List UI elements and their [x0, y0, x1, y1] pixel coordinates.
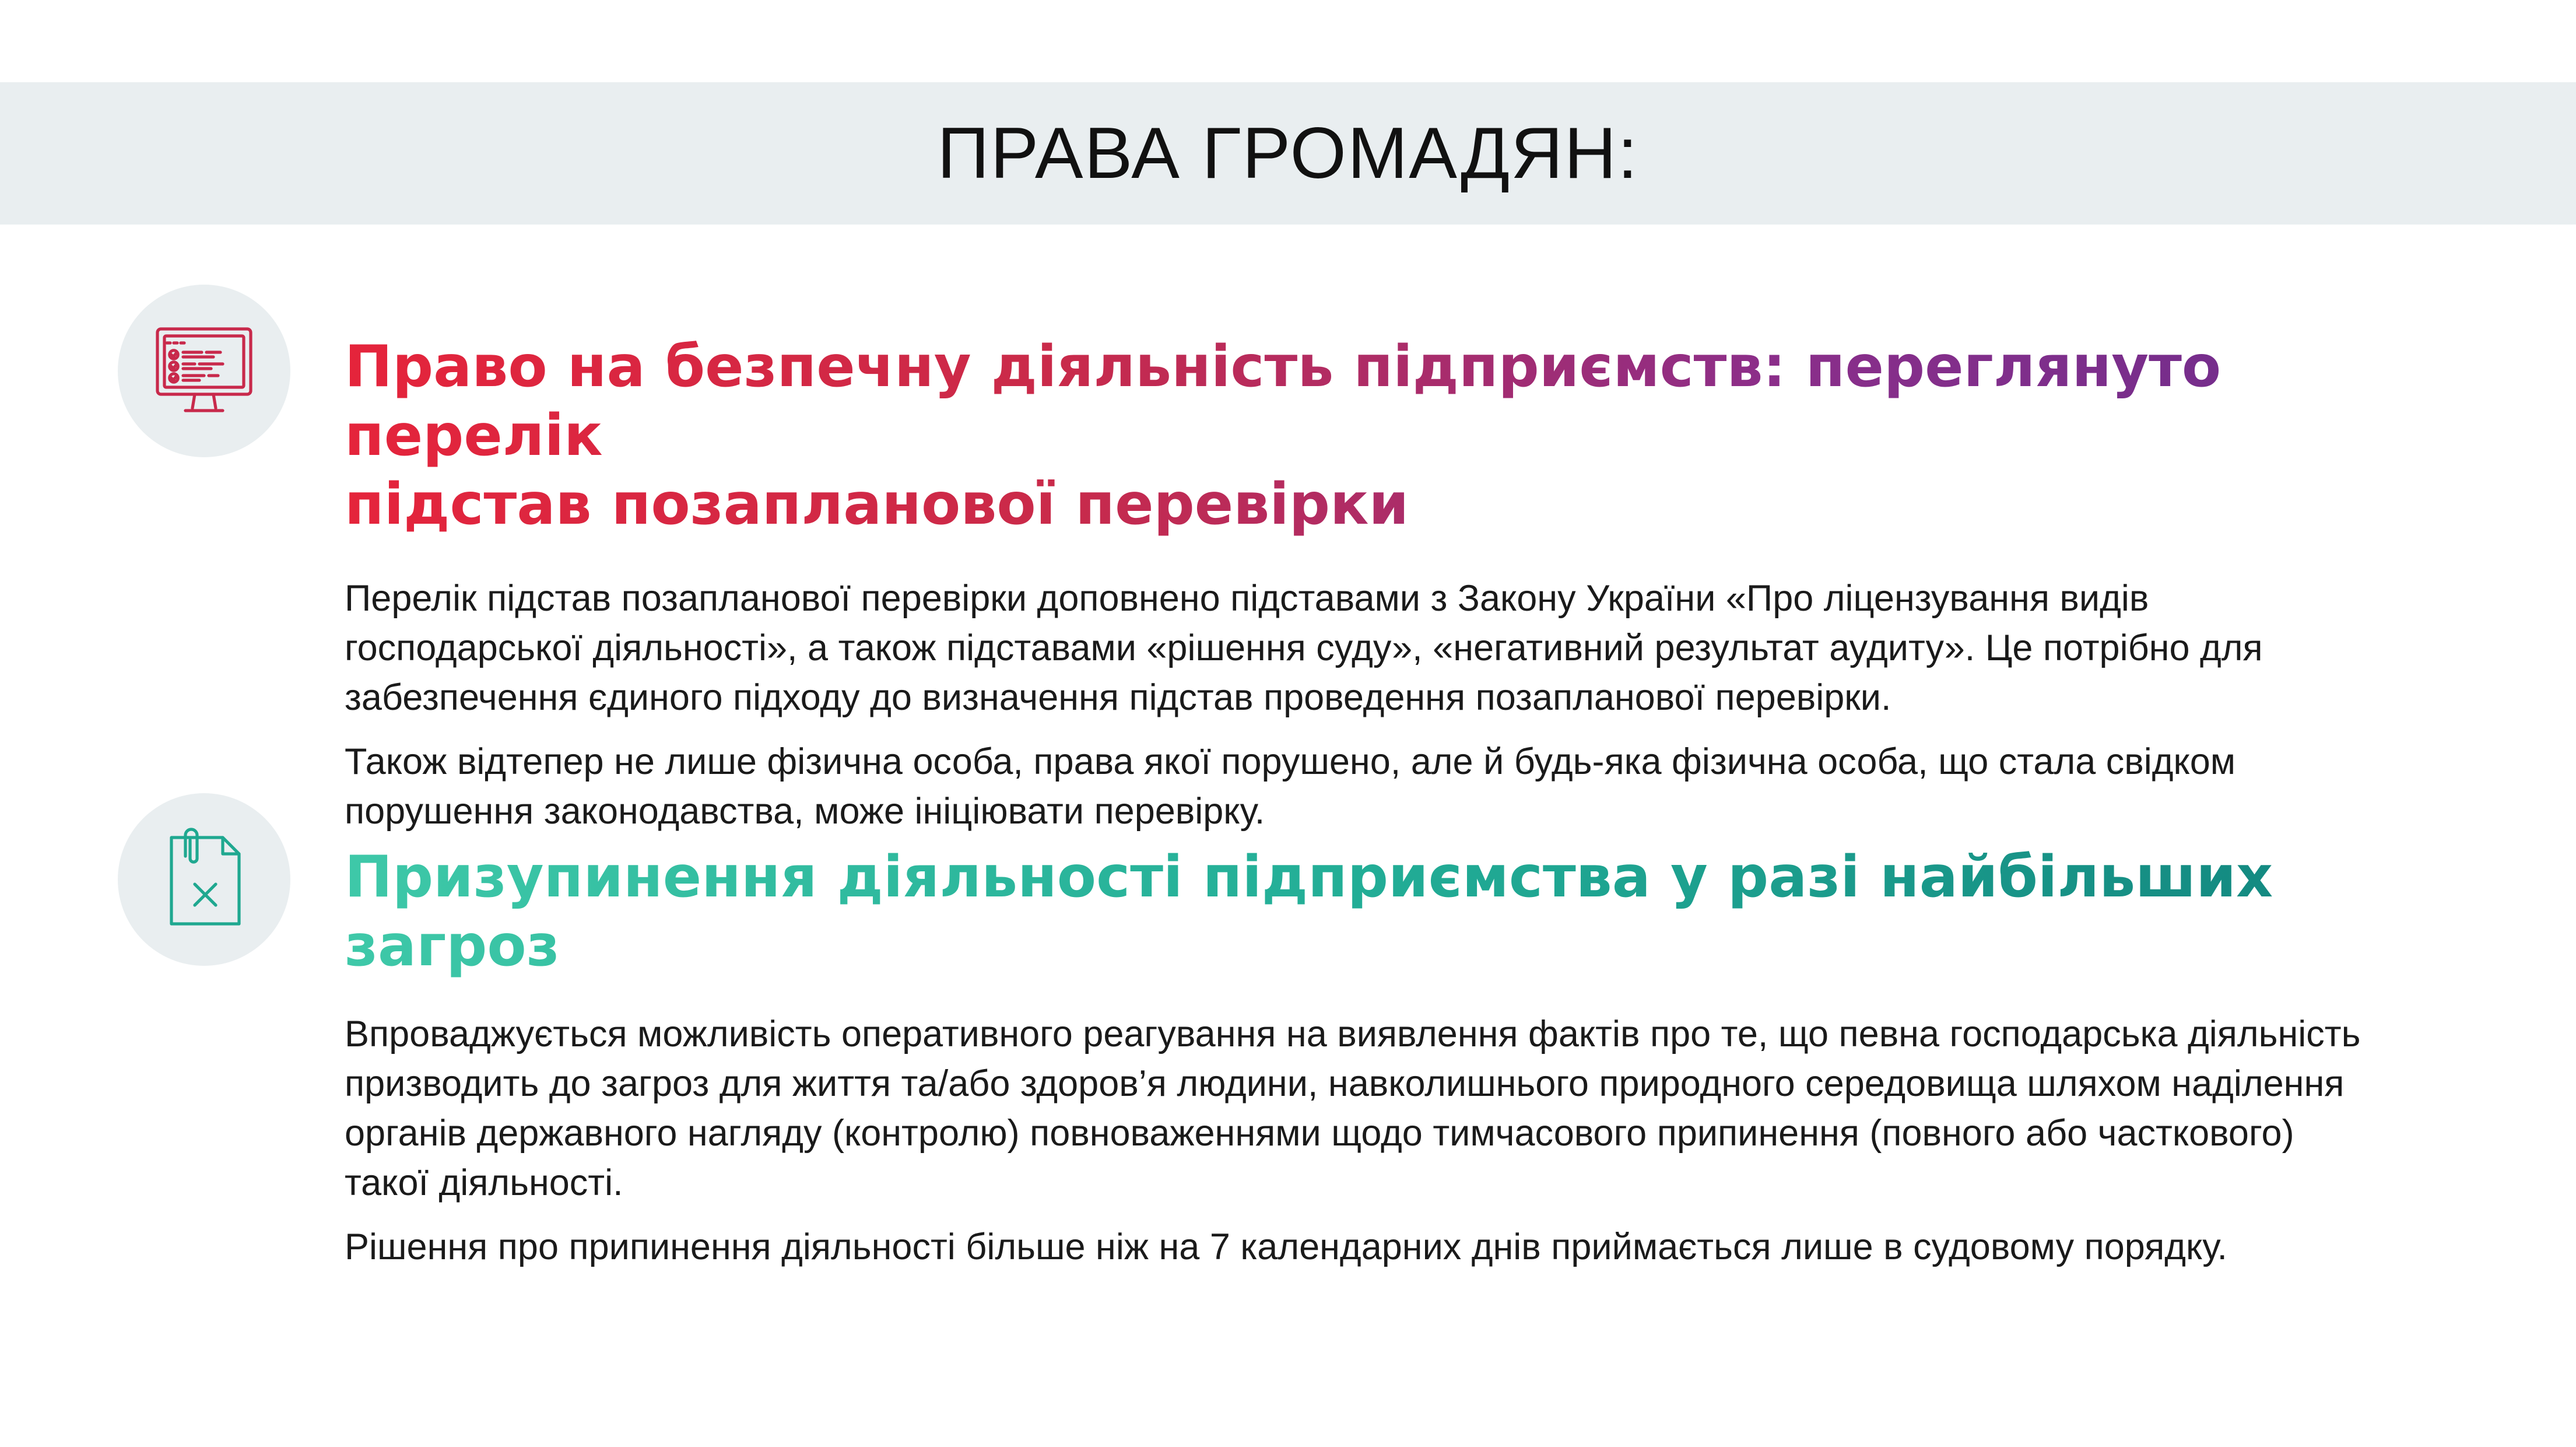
heading-line-1: Право на безпечну діяльність підприємств: переглянуто перелік	[345, 334, 2221, 469]
heading-line-2: підстав позапланової перевірки	[345, 471, 1409, 538]
section-paragraph-1: Впроваджується можливість оперативного реагування на виявлення фактів про те, що певна господарська діяльність призводить до загроз для життя та/або здоров’я людини, навколишнього природного середовища шляхом наділення органів державного нагляду (контролю) повноваженнями щодо тимчасового припинення (повного або часткового) такої діяльності.	[345, 1014, 2361, 1203]
monitor-checklist-icon	[146, 313, 262, 429]
section-paragraph-2: Рішення про припинення діяльності більше ніж на 7 календарних днів приймається лише в судовому порядку.	[345, 1227, 2227, 1267]
section-heading	[345, 332, 2385, 539]
document-cancel-icon	[146, 821, 262, 938]
section-paragraph-2: Також відтепер не лише фізична особа, права якої порушено, але й будь-яка фізична особа, що стала свідком порушення законодавства, може ініціювати перевірку.	[345, 741, 2236, 832]
section-paragraph-1: Перелік підстав позапланової перевірки доповнено підставами з Закону України «Про ліцензування видів господарської діяльності», а також підставами «рішення суду», «негативний результат аудиту». Це потрібно для забезпечення єдиного підходу до визначення підстав проведення позапланової перевірки.	[345, 578, 2263, 718]
section-suspension	[345, 843, 2385, 1272]
icon-circle-1	[118, 285, 290, 457]
icon-circle-2	[118, 793, 290, 966]
title-band	[0, 82, 2576, 225]
page-title: ПРАВА ГРОМАДЯН:	[937, 113, 1639, 194]
section-heading: Призупинення діяльності підприємства у разі найбільших загроз	[345, 843, 2385, 980]
section-safe-business	[345, 332, 2385, 836]
